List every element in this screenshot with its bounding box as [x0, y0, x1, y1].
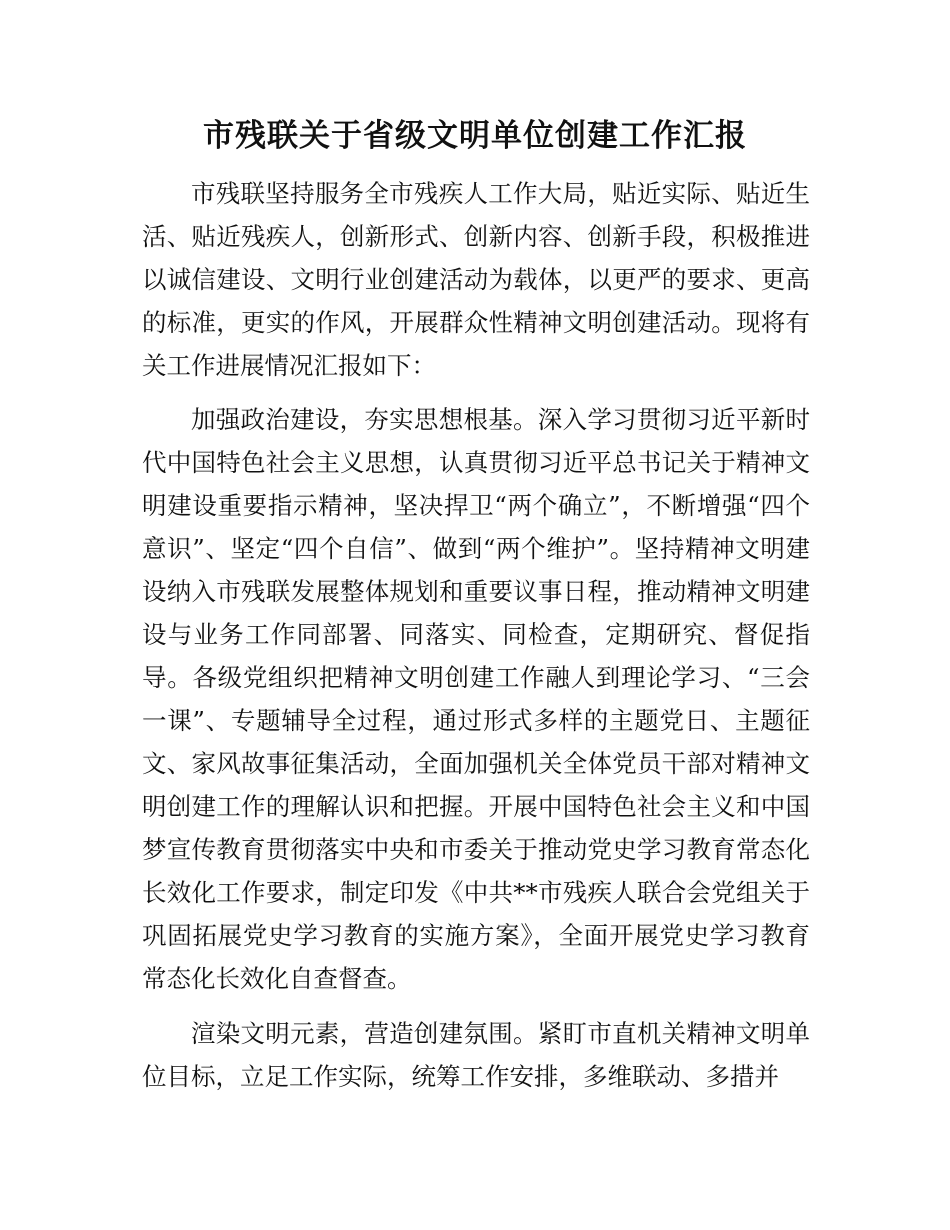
document-title: 市残联关于省级文明单位创建工作汇报 [203, 118, 747, 154]
paragraph-intro: 市残联坚持服务全市残疾人工作大局，贴近实际、贴近生活、贴近残疾人，创新形式、创新内容、创新手段，积极推进以诚信建设、文明行业创建活动为载体，以更严的要求、更高的标准，更实的作风，开展群众性精神文明创建活动。现将有关工作进展情况汇报如下： [142, 179, 810, 380]
paragraph-political-building: 加强政治建设，夯实思想根基。深入学习贯彻习近平新时代中国特色社会主义思想，认真贯彻习近平总书记关于精神文明建设重要指示精神，坚决捍卫“两个确立”，不断增强“四个意识”、坚定“四个自信”、做到“两个维护”。坚持精神文明建设纳入市残联发展整体规划和重要议事日程，推动精神文明建设与业务工作同部署、同落实、同检查，定期研究、督促指导。各级党组织把精神文明创建工作融人到理论学习、“三会一课”、专题辅导全过程，通过形式多样的主题党日、主题征文、家风故事征集活动，全面加强机关全体党员干部对精神文明创建工作的理解认识和把握。开展中国特色社会主义和中国梦宣传教育贯彻落实中央和市委关于推动党史学习教育常态化长效化工作要求，制定印发《中共**市残疾人联合会党组关于巩固拓展党史学习教育的实施方案》，全面开展党史学习教育常态化长效化自查督查。 [142, 405, 810, 993]
paragraph-civilization-atmosphere: 渲染文明元素，营造创建氛围。紧盯市直机关精神文明单位目标，立足工作实际，统筹工作安排，多维联动、多措并 [142, 1019, 810, 1091]
